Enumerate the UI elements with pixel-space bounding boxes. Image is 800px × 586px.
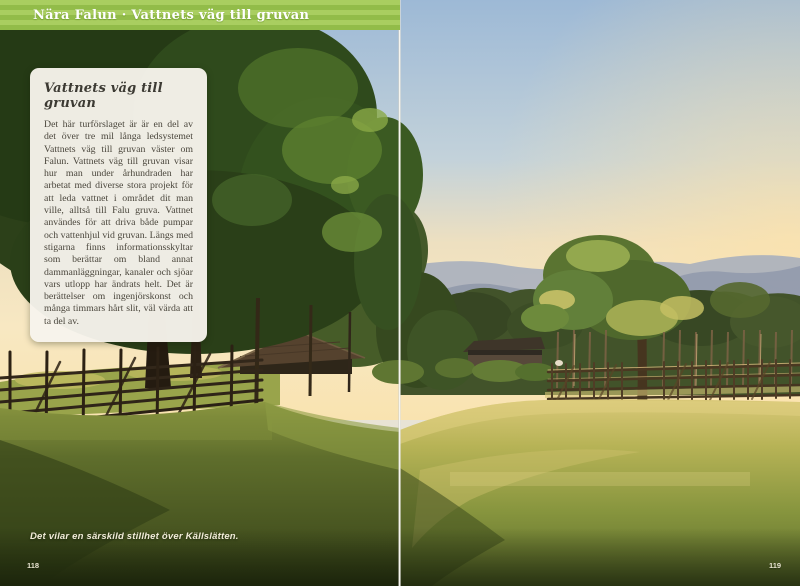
page-gutter (398, 0, 401, 586)
chapter-header-bar (0, 0, 400, 30)
infobox-body-text: Det här turförslaget är är en del av det över tre mil långa ledsystemet Vattnets väg till gruvan väster om Falun. Vattnets väg till gruvan visar hur man under århundraden har arbetat med diverse stora projekt för att leda vattnet i området dit man ville, alltså till Falu gruva. Vattnet användes för att driva både pumpar och vattenhjul vid gruvan. Längs med stigarna finns informationsskyltar som berättar om bland annat dammanläggningar, kanaler och sjöar vars utlopp har ändrats helt. Det är berättelser om ingenjörskonst och många timmars hårt slit, väl värda att ta del av. (44, 119, 193, 327)
tour-infobox (30, 68, 207, 342)
page-number-left: 118 (27, 561, 40, 570)
page-number-right: 119 (769, 561, 782, 570)
photo-caption: Det vilar en särskild stillhet över Källslätten. (30, 531, 239, 542)
infobox-title: Vattnets väg till gruvan (44, 81, 163, 111)
chapter-header-label: Nära Falun · Vattnets väg till gruvan (33, 7, 310, 23)
